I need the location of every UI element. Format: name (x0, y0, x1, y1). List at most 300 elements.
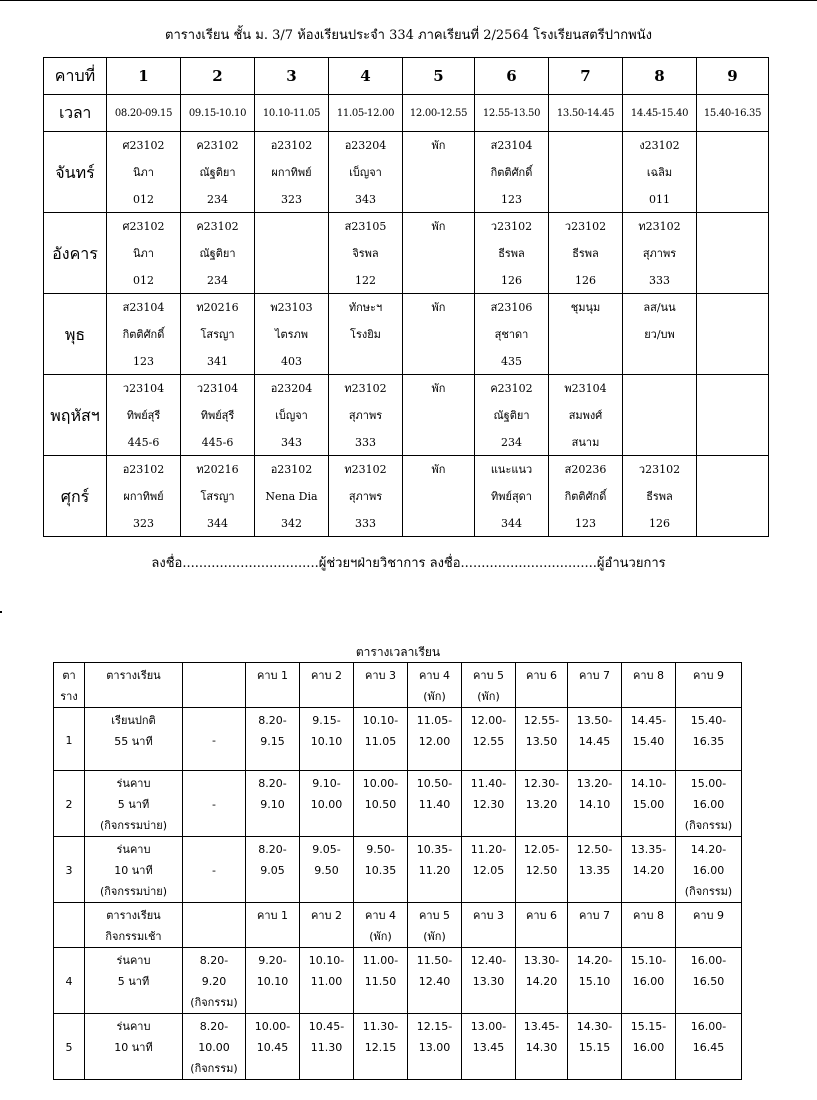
subject-code: ว23102 (490, 220, 533, 233)
period-time-range: 8.20- 9.10 (246, 771, 300, 837)
schedule-cell (181, 375, 255, 456)
schedule-cell (255, 294, 329, 375)
header-cell: คาบ 6 (516, 903, 568, 948)
header-cell: ตา ราง (54, 663, 85, 708)
subject-code: ว23102 (638, 463, 681, 476)
subject-code: ส23104 (122, 301, 165, 314)
teacher-name: ทิพย์สุรี (200, 409, 235, 422)
day-row (44, 294, 769, 375)
period-time-range: 12.55- 13.50 (516, 708, 568, 771)
break-label: พัก (431, 220, 446, 233)
period-number: 8 (623, 58, 697, 95)
top-rule (0, 0, 817, 1)
period-time-range: 9.10- 10.00 (300, 771, 354, 837)
subject-code: ค23102 (490, 382, 533, 395)
schedule-type-row (54, 771, 742, 837)
teacher-name: Nena Dia (265, 490, 318, 503)
schedule-cell (403, 456, 475, 537)
room-number: 011 (649, 193, 670, 206)
schedule-cell (255, 132, 329, 213)
teacher-name: จิรพล (352, 247, 379, 260)
cell-content (329, 375, 402, 455)
period-time-range: 12.00- 12.55 (462, 708, 516, 771)
subject-code: อ23102 (270, 139, 313, 152)
cell-content (549, 213, 622, 293)
break-label: พัก (431, 301, 446, 314)
cell-content (255, 132, 328, 212)
schedule-cell (403, 213, 475, 294)
teacher-name: ณัฐติยา (199, 166, 236, 179)
time-table-caption: ตารางเวลาเรียน (355, 645, 441, 659)
schedule-type-row (54, 837, 742, 903)
day-row (44, 132, 769, 213)
header-cell: คาบ 1 (246, 663, 300, 708)
schedule-cell (181, 456, 255, 537)
pre-activity: - (183, 837, 246, 903)
period-time-range: 14.10- 15.00 (622, 771, 676, 837)
row-number: 1 (54, 708, 85, 771)
schedule-cell (329, 456, 403, 537)
subject-code: อ23102 (270, 463, 313, 476)
room-number: 122 (355, 274, 376, 287)
room-number: 126 (649, 517, 670, 530)
room-number: 323 (133, 517, 154, 530)
teacher-name: นิภา (133, 166, 154, 179)
teacher-name: ทิพย์สุดา (491, 490, 532, 503)
header-cell: คาบ 8 (622, 663, 676, 708)
room-number: 445-6 (127, 436, 160, 449)
room-number: 123 (133, 355, 154, 368)
period-time: 15.40-16.35 (697, 95, 769, 132)
period-time-range: 8.20- 9.15 (246, 708, 300, 771)
header-cell (183, 903, 246, 948)
pre-activity: - (183, 771, 246, 837)
cell-content (181, 375, 254, 455)
period-time-range: 13.35- 14.20 (622, 837, 676, 903)
cell-content (107, 132, 180, 212)
period-time-range: 14.20- 15.10 (568, 948, 622, 1014)
schedule-cell (697, 456, 769, 537)
subject-code: ท23102 (638, 220, 681, 233)
schedule-type-row (54, 708, 742, 771)
schedule-cell (329, 213, 403, 294)
subject-code: ศ23102 (122, 220, 165, 233)
schedule-cell (475, 456, 549, 537)
teacher-name: ณัฐติยา (493, 409, 530, 422)
period-time-range: 16.00- 16.50 (676, 948, 742, 1014)
teacher-name: ธีรพล (646, 490, 673, 503)
period-time-range: 11.20- 12.05 (462, 837, 516, 903)
signature-line: ลงชื่อ.................................ผู้ช่วยฯฝ่ายวิชาการ ลงชื่อ.................................ผู้อำนวยการ (151, 556, 666, 571)
room-number: 403 (281, 355, 302, 368)
period-header-label: คาบที่ (44, 58, 107, 95)
subject-code: อ23102 (122, 463, 165, 476)
subject-code: ส23106 (490, 301, 533, 314)
subject-code: ลส/นน (643, 301, 676, 314)
header-cell: คาบ 9 (676, 663, 742, 708)
schedule-cell (549, 294, 623, 375)
room-number: 344 (207, 517, 228, 530)
period-time-range: 11.00- 11.50 (354, 948, 408, 1014)
period-time-range: 13.30- 14.20 (516, 948, 568, 1014)
room-number: 445-6 (201, 436, 234, 449)
header-row-morning-activity (54, 903, 742, 948)
period-number: 4 (329, 58, 403, 95)
room-number: 012 (133, 193, 154, 206)
cell-content (623, 375, 696, 455)
period-time-range: 10.10- 11.00 (300, 948, 354, 1014)
cell-content (697, 132, 768, 212)
header-cell: คาบ 7 (568, 663, 622, 708)
subject-code: ส20236 (564, 463, 607, 476)
subject-code: ชุมนุม (570, 301, 601, 314)
cell-content (697, 375, 768, 455)
period-time: 10.10-11.05 (255, 95, 329, 132)
period-number: 1 (107, 58, 181, 95)
room-number: 126 (575, 274, 596, 287)
room-number: 234 (207, 274, 228, 287)
teacher-name: กิตติศักดิ์ (564, 490, 607, 503)
room-number: 344 (501, 517, 522, 530)
schedule-cell (329, 132, 403, 213)
cell-content (181, 132, 254, 212)
period-time: 09.15-10.10 (181, 95, 255, 132)
cell-content (255, 375, 328, 455)
teacher-name: โสรญา (200, 328, 235, 341)
cell-content (403, 456, 474, 536)
day-label: ศุกร์ (44, 456, 107, 537)
room-number: 333 (355, 436, 376, 449)
teacher-name: ผกาทิพย์ (123, 490, 164, 503)
period-time-range: 10.45- 11.30 (300, 1014, 354, 1080)
period-time-range: 9.50- 10.35 (354, 837, 408, 903)
period-time: 11.05-12.00 (329, 95, 403, 132)
period-time-range: 11.05- 12.00 (408, 708, 462, 771)
cell-content (549, 456, 622, 536)
period-time-range: 9.05- 9.50 (300, 837, 354, 903)
subject-code: ง23102 (639, 139, 680, 152)
period-time-range: 12.30- 13.20 (516, 771, 568, 837)
room-number: สนาม (571, 436, 600, 449)
schedule-cell (107, 294, 181, 375)
header-row-regular (54, 663, 742, 708)
schedule-type-row (54, 948, 742, 1014)
schedule-cell (107, 213, 181, 294)
teacher-name: เฉลิม (646, 166, 673, 179)
period-time-range: 10.35- 11.20 (408, 837, 462, 903)
subject-code: ส23105 (344, 220, 387, 233)
cell-content (549, 375, 622, 455)
cell-content (181, 213, 254, 293)
teacher-name: กิตติศักดิ์ (122, 328, 165, 341)
pre-activity: 8.20- 10.00 (กิจกรรม) (183, 1014, 246, 1080)
break-label: พัก (431, 382, 446, 395)
schedule-cell (549, 213, 623, 294)
period-time: 08.20-09.15 (107, 95, 181, 132)
header-cell: คาบ 3 (354, 663, 408, 708)
document-title: ตารางเรียน ชั้น ม. 3/7 ห้องเรียนประจำ 334 ภาคเรียนที่ 2/2564 โรงเรียนสตรีปากพนัง (165, 28, 652, 43)
cell-content (697, 456, 768, 536)
period-number: 2 (181, 58, 255, 95)
subject-code: ท20216 (196, 301, 239, 314)
header-cell: คาบ 4 (พัก) (354, 903, 408, 948)
day-label: พุธ (44, 294, 107, 375)
schedule-cell (697, 294, 769, 375)
cell-content (403, 132, 474, 212)
period-time-range: 12.50- 13.35 (568, 837, 622, 903)
cell-content (107, 456, 180, 536)
header-cell: คาบ 3 (462, 903, 516, 948)
teacher-name: โสรญา (200, 490, 235, 503)
period-time: 12.00-12.55 (403, 95, 475, 132)
time-row (44, 95, 769, 132)
cell-content (475, 294, 548, 374)
period-time-range: 15.15- 16.00 (622, 1014, 676, 1080)
period-header-row (44, 58, 769, 95)
teacher-name: เบ็ญจา (349, 166, 382, 179)
schedule-cell (107, 375, 181, 456)
subject-code: อ23204 (344, 139, 387, 152)
room-number: 123 (575, 517, 596, 530)
subject-code: ส23104 (490, 139, 533, 152)
subject-code: อ23204 (270, 382, 313, 395)
subject-code: ทักษะฯ (348, 301, 383, 314)
schedule-cell (403, 132, 475, 213)
schedule-cell (255, 375, 329, 456)
teacher-name: สุชาดา (494, 328, 529, 341)
period-time-range: 16.00- 16.45 (676, 1014, 742, 1080)
period-time-range: 15.00- 16.00 (กิจกรรม) (676, 771, 742, 837)
day-label: จันทร์ (44, 132, 107, 213)
subject-code: ว23104 (122, 382, 165, 395)
period-times-table (53, 662, 742, 1080)
schedule-cell (623, 375, 697, 456)
schedule-cell (549, 375, 623, 456)
room-number: 126 (501, 274, 522, 287)
teacher-name: ผกาทิพย์ (271, 166, 312, 179)
period-time-range: 10.50- 11.40 (408, 771, 462, 837)
schedule-cell (623, 456, 697, 537)
day-row (44, 456, 769, 537)
cell-content (329, 294, 402, 374)
schedule-cell (403, 375, 475, 456)
cell-content (475, 132, 548, 212)
period-time-range: 10.00- 10.50 (354, 771, 408, 837)
subject-code: ท23102 (344, 463, 387, 476)
class-schedule-table (43, 57, 769, 537)
schedule-cell (697, 213, 769, 294)
period-time-range: 14.20- 16.00 (กิจกรรม) (676, 837, 742, 903)
teacher-name: เบ็ญจา (275, 409, 308, 422)
header-cell: คาบ 2 (300, 663, 354, 708)
cell-content (255, 213, 328, 293)
header-cell: คาบ 6 (516, 663, 568, 708)
header-cell: คาบ 7 (568, 903, 622, 948)
header-cell: คาบ 1 (246, 903, 300, 948)
teacher-name: โรงยิม (350, 328, 381, 341)
teacher-name: นิภา (133, 247, 154, 260)
room-number: 342 (281, 517, 302, 530)
teacher-name: ทิพย์สุรี (126, 409, 161, 422)
period-time: 14.45-15.40 (623, 95, 697, 132)
cell-content (623, 132, 696, 212)
period-time: 12.55-13.50 (475, 95, 549, 132)
schedule-cell (329, 375, 403, 456)
pre-activity: - (183, 708, 246, 771)
room-number: 343 (355, 193, 376, 206)
period-time-range: 14.30- 15.15 (568, 1014, 622, 1080)
room-number: 333 (649, 274, 670, 287)
period-time-range: 12.05- 12.50 (516, 837, 568, 903)
subject-code: ว23104 (196, 382, 239, 395)
period-time-range: 13.00- 13.45 (462, 1014, 516, 1080)
room-number: 343 (281, 436, 302, 449)
subject-code: ท20216 (196, 463, 239, 476)
header-cell (54, 903, 85, 948)
schedule-cell (475, 375, 549, 456)
period-time-range: 10.10- 11.05 (354, 708, 408, 771)
schedule-cell (181, 294, 255, 375)
day-row (44, 375, 769, 456)
cell-content (329, 132, 402, 212)
row-number: 4 (54, 948, 85, 1014)
subject-code: ท23102 (344, 382, 387, 395)
row-number: 5 (54, 1014, 85, 1080)
cell-content (403, 375, 474, 455)
schedule-cell (403, 294, 475, 375)
schedule-type-name: ร่นคาบ 5 นาที (กิจกรรมบ่าย) (85, 771, 183, 837)
subject-code: ค23102 (196, 220, 239, 233)
schedule-cell (181, 132, 255, 213)
period-time-range: 9.15- 10.10 (300, 708, 354, 771)
cell-content (181, 294, 254, 374)
cell-content (549, 132, 622, 212)
cell-content (549, 294, 622, 374)
schedule-cell (475, 132, 549, 213)
schedule-type-row (54, 1014, 742, 1080)
header-cell: ตารางเรียน กิจกรรมเช้า (85, 903, 183, 948)
period-time-range: 15.10- 16.00 (622, 948, 676, 1014)
schedule-cell (107, 456, 181, 537)
room-number: 012 (133, 274, 154, 287)
schedule-cell (623, 213, 697, 294)
room-number: 341 (207, 355, 228, 368)
subject-code: พ23103 (270, 301, 313, 314)
cell-content (623, 294, 696, 374)
cell-content (697, 294, 768, 374)
subject-code: ค23102 (196, 139, 239, 152)
cell-content (255, 456, 328, 536)
cell-content (475, 375, 548, 455)
schedule-cell (697, 375, 769, 456)
teacher-name: สุภาพร (348, 490, 383, 503)
period-time-range: 15.40- 16.35 (676, 708, 742, 771)
teacher-name: ธีรพล (498, 247, 525, 260)
period-time-range: 10.00- 10.45 (246, 1014, 300, 1080)
header-cell: คาบ 5 (พัก) (462, 663, 516, 708)
teacher-name: สุภาพร (642, 247, 677, 260)
period-number: 9 (697, 58, 769, 95)
header-cell: คาบ 2 (300, 903, 354, 948)
cell-content (403, 294, 474, 374)
day-label: อังคาร (44, 213, 107, 294)
schedule-type-name: ร่นคาบ 10 นาที (กิจกรรมบ่าย) (85, 837, 183, 903)
cell-content (623, 213, 696, 293)
period-time-range: 13.50- 14.45 (568, 708, 622, 771)
cell-content (329, 213, 402, 293)
break-label: พัก (431, 463, 446, 476)
cell-content (697, 213, 768, 293)
room-number: 234 (207, 193, 228, 206)
row-number: 2 (54, 771, 85, 837)
header-cell: คาบ 5 (พัก) (408, 903, 462, 948)
cell-content (107, 294, 180, 374)
break-label: พัก (431, 139, 446, 152)
cell-content (329, 456, 402, 536)
period-time-range: 13.20- 14.10 (568, 771, 622, 837)
schedule-cell (623, 132, 697, 213)
subject-code: พ23104 (564, 382, 607, 395)
header-cell: คาบ 8 (622, 903, 676, 948)
schedule-cell (181, 213, 255, 294)
schedule-cell (623, 294, 697, 375)
schedule-type-name: ร่นคาบ 5 นาที (85, 948, 183, 1014)
header-cell (183, 663, 246, 708)
cell-content (255, 294, 328, 374)
header-cell: คาบ 4 (พัก) (408, 663, 462, 708)
teacher-name: ธีรพล (572, 247, 599, 260)
period-time-range: 8.20- 9.05 (246, 837, 300, 903)
period-time-range: 11.30- 12.15 (354, 1014, 408, 1080)
period-time: 13.50-14.45 (549, 95, 623, 132)
subject-code: ศ23102 (122, 139, 165, 152)
day-label: พฤหัสฯ (44, 375, 107, 456)
cell-content (475, 456, 548, 536)
period-time-range: 12.40- 13.30 (462, 948, 516, 1014)
schedule-cell (107, 132, 181, 213)
schedule-cell (549, 456, 623, 537)
schedule-cell (697, 132, 769, 213)
period-time-range: 14.45- 15.40 (622, 708, 676, 771)
period-time-range: 13.45- 14.30 (516, 1014, 568, 1080)
cell-content (403, 213, 474, 293)
period-number: 3 (255, 58, 329, 95)
row-number: 3 (54, 837, 85, 903)
teacher-name: สุภาพร (348, 409, 383, 422)
cell-content (623, 456, 696, 536)
cell-content (107, 213, 180, 293)
schedule-cell (255, 456, 329, 537)
room-number: 234 (501, 436, 522, 449)
subject-code: แนะแนว (490, 463, 533, 476)
teacher-name: ณัฐติยา (199, 247, 236, 260)
room-number: 123 (501, 193, 522, 206)
header-cell: คาบ 9 (676, 903, 742, 948)
subject-code: ว23102 (564, 220, 607, 233)
teacher-name: ไตรภพ (274, 328, 309, 341)
period-number: 6 (475, 58, 549, 95)
pre-activity: 8.20- 9.20 (กิจกรรม) (183, 948, 246, 1014)
room-number: 323 (281, 193, 302, 206)
room-number: 333 (355, 517, 376, 530)
period-time-range: 9.20- 10.10 (246, 948, 300, 1014)
schedule-type-name: ร่นคาบ 10 นาที (85, 1014, 183, 1080)
cell-content (181, 456, 254, 536)
header-cell: ตารางเรียน (85, 663, 183, 708)
period-time-range: 12.15- 13.00 (408, 1014, 462, 1080)
teacher-name: สมพงศ์ (568, 409, 603, 422)
schedule-cell (475, 213, 549, 294)
